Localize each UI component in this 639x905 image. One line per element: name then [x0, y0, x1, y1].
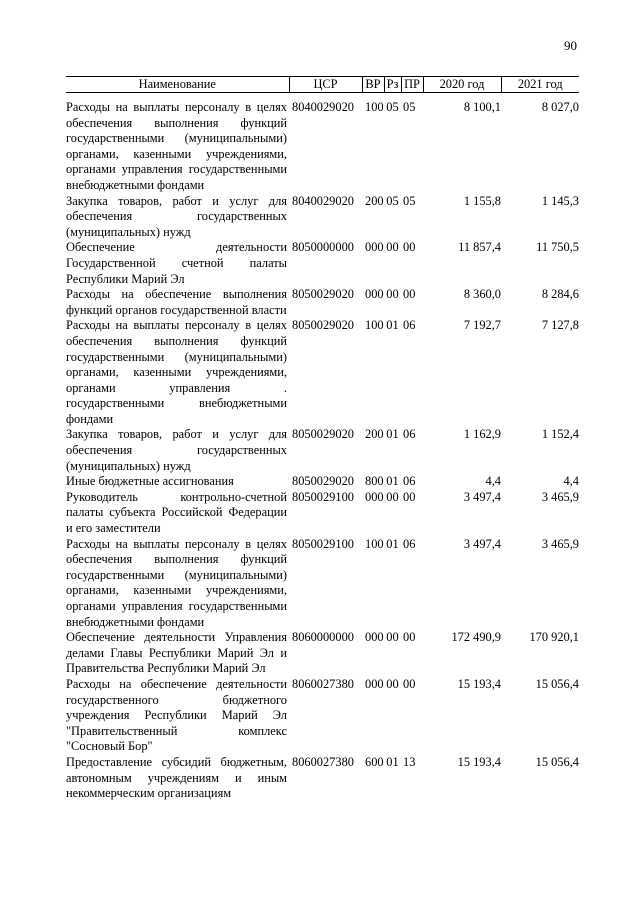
row-csr: 8060000000: [292, 630, 354, 645]
row-vr: 100: [365, 318, 384, 333]
row-vr: 000: [365, 240, 384, 255]
row-2020: 1 162,9: [463, 427, 501, 442]
row-2021: 3 465,9: [541, 489, 579, 504]
row-vr: 000: [365, 676, 384, 691]
row-2021: 15 056,4: [535, 676, 579, 691]
row-pr: 00: [403, 240, 416, 255]
row-2020: 172 490,9: [451, 630, 501, 645]
row-csr: 8040029020: [292, 100, 354, 114]
row-2020: 3 497,4: [463, 536, 501, 551]
table-row: [66, 287, 579, 318]
row-csr: 8050029020: [292, 427, 354, 442]
row-csr: 8060027380: [292, 754, 354, 769]
header-2021: 2021 год: [501, 77, 579, 93]
table-row: [66, 240, 579, 287]
row-2020: 8 360,0: [463, 287, 501, 302]
row-rz: 01: [386, 427, 399, 442]
row-2020: 4,4: [485, 474, 501, 489]
row-csr: 8050029100: [292, 536, 354, 551]
table-row: [66, 537, 579, 631]
row-csr: 8060027380: [292, 676, 354, 691]
row-rz: 00: [386, 676, 399, 691]
header-2020: 2020 год: [423, 77, 501, 93]
row-vr: 600: [365, 754, 384, 769]
row-csr: 8050029020: [292, 287, 354, 302]
row-pr: 00: [403, 630, 416, 645]
row-2021: 3 465,9: [541, 536, 579, 551]
row-vr: 000: [365, 489, 384, 504]
table-row: [66, 630, 579, 677]
row-2020: 11 857,4: [458, 240, 501, 255]
row-2021: 1 152,4: [541, 427, 579, 442]
row-name: Обеспечение деятельности Государственной счетной палаты Республики Марий Эл: [66, 240, 287, 286]
header-rz: Рз: [384, 77, 401, 93]
row-name: Расходы на обеспечение выполнения функций органов государственной власти: [66, 287, 287, 317]
row-2020: 8 100,1: [463, 100, 501, 114]
table-row: [66, 194, 579, 241]
row-2021: 8 027,0: [541, 100, 579, 114]
row-rz: 05: [386, 100, 399, 114]
row-vr: 100: [365, 100, 384, 114]
header-csr: ЦСР: [289, 77, 362, 93]
row-vr: 200: [365, 193, 384, 208]
row-2021: 15 056,4: [535, 754, 579, 769]
table-row: [66, 755, 579, 802]
row-rz: 00: [386, 287, 399, 302]
row-2021: 7 127,8: [541, 318, 579, 333]
row-name: Иные бюджетные ассигнования: [66, 474, 234, 489]
row-name: Закупка товаров, работ и услуг для обеспечения государственных (муниципальных) нужд: [66, 427, 287, 473]
row-pr: 06: [403, 427, 416, 442]
row-vr: 200: [365, 427, 384, 442]
row-rz: 01: [386, 536, 399, 551]
row-pr: 00: [403, 287, 416, 302]
row-vr: 000: [365, 287, 384, 302]
row-2021: 170 920,1: [529, 630, 579, 645]
row-2021: 11 750,5: [536, 240, 579, 255]
row-name: Расходы на обеспечение деятельности государственного бюджетного учреждения Республики Марий Эл "Правительственный комплекс "Сосновый Бор": [66, 676, 287, 754]
table-row: [66, 93, 579, 194]
budget-table: [66, 76, 579, 802]
row-csr: 8050000000: [292, 240, 354, 255]
row-rz: 01: [386, 754, 399, 769]
page-number: 90: [564, 38, 577, 53]
row-2020: 15 193,4: [457, 676, 501, 691]
row-rz: 00: [386, 489, 399, 504]
row-name: Расходы на выплаты персоналу в целях обеспечения выполнения функций государственными (муниципальными) органами, казенными учреждениями, органами управления государственными внебюджетными фондами: [66, 100, 287, 192]
table-header-row: [66, 77, 579, 93]
row-2020: 1 155,8: [463, 193, 501, 208]
row-name: Обеспечение деятельности Управления делами Главы Республики Марий Эл и Правительства Республики Марий Эл: [66, 630, 287, 676]
header-pr: ПР: [401, 77, 423, 93]
table-row: [66, 427, 579, 474]
header-vr: ВР: [362, 77, 384, 93]
row-rz: 00: [386, 630, 399, 645]
header-name: Наименование: [66, 77, 289, 93]
row-name: Расходы на выплаты персоналу в целях обеспечения выполнения функций государственными (муниципальными) органами, казенными учреждениями, органами управления . государственными внебюджетными фондами: [66, 318, 287, 426]
row-2021: 8 284,6: [541, 287, 579, 302]
row-name: Расходы на выплаты персоналу в целях обеспечения выполнения функций государственными (муниципальными) органами, казенными учреждениями, органами управления государственными внебюджетными фондами: [66, 536, 287, 629]
row-pr: 06: [403, 536, 416, 551]
table-row: [66, 318, 579, 427]
row-2020: 3 497,4: [463, 489, 501, 504]
row-2020: 7 192,7: [463, 318, 501, 333]
row-name: Предоставление субсидий бюджетным, автономным учреждениям и иным некоммерческим организациям: [66, 754, 287, 801]
row-pr: 05: [403, 193, 416, 208]
table-row: [66, 490, 579, 537]
row-name: Руководитель контрольно-счетной палаты субъекта Российской Федерации и его заместители: [66, 489, 287, 536]
row-pr: 00: [403, 489, 416, 504]
row-pr: 00: [403, 676, 416, 691]
row-pr: 13: [403, 754, 416, 769]
table-row: [66, 677, 579, 755]
row-pr: 06: [403, 474, 416, 489]
row-rz: 00: [386, 240, 399, 255]
row-csr: 8050029100: [292, 489, 354, 504]
row-rz: 01: [386, 318, 399, 333]
table-row: [66, 474, 579, 490]
row-rz: 05: [386, 193, 399, 208]
row-vr: 100: [365, 536, 384, 551]
row-csr: 8040029020: [292, 193, 354, 208]
row-csr: 8050029020: [292, 474, 354, 489]
row-2021: 4,4: [563, 474, 579, 489]
row-vr: 000: [365, 630, 384, 645]
row-pr: 05: [403, 100, 416, 114]
row-pr: 06: [403, 318, 416, 333]
row-2020: 15 193,4: [457, 754, 501, 769]
row-csr: 8050029020: [292, 318, 354, 333]
row-rz: 01: [386, 474, 399, 489]
row-name: Закупка товаров, работ и услуг для обеспечения государственных (муниципальных) нужд: [66, 193, 287, 239]
row-2021: 1 145,3: [541, 193, 579, 208]
row-vr: 800: [365, 474, 384, 489]
